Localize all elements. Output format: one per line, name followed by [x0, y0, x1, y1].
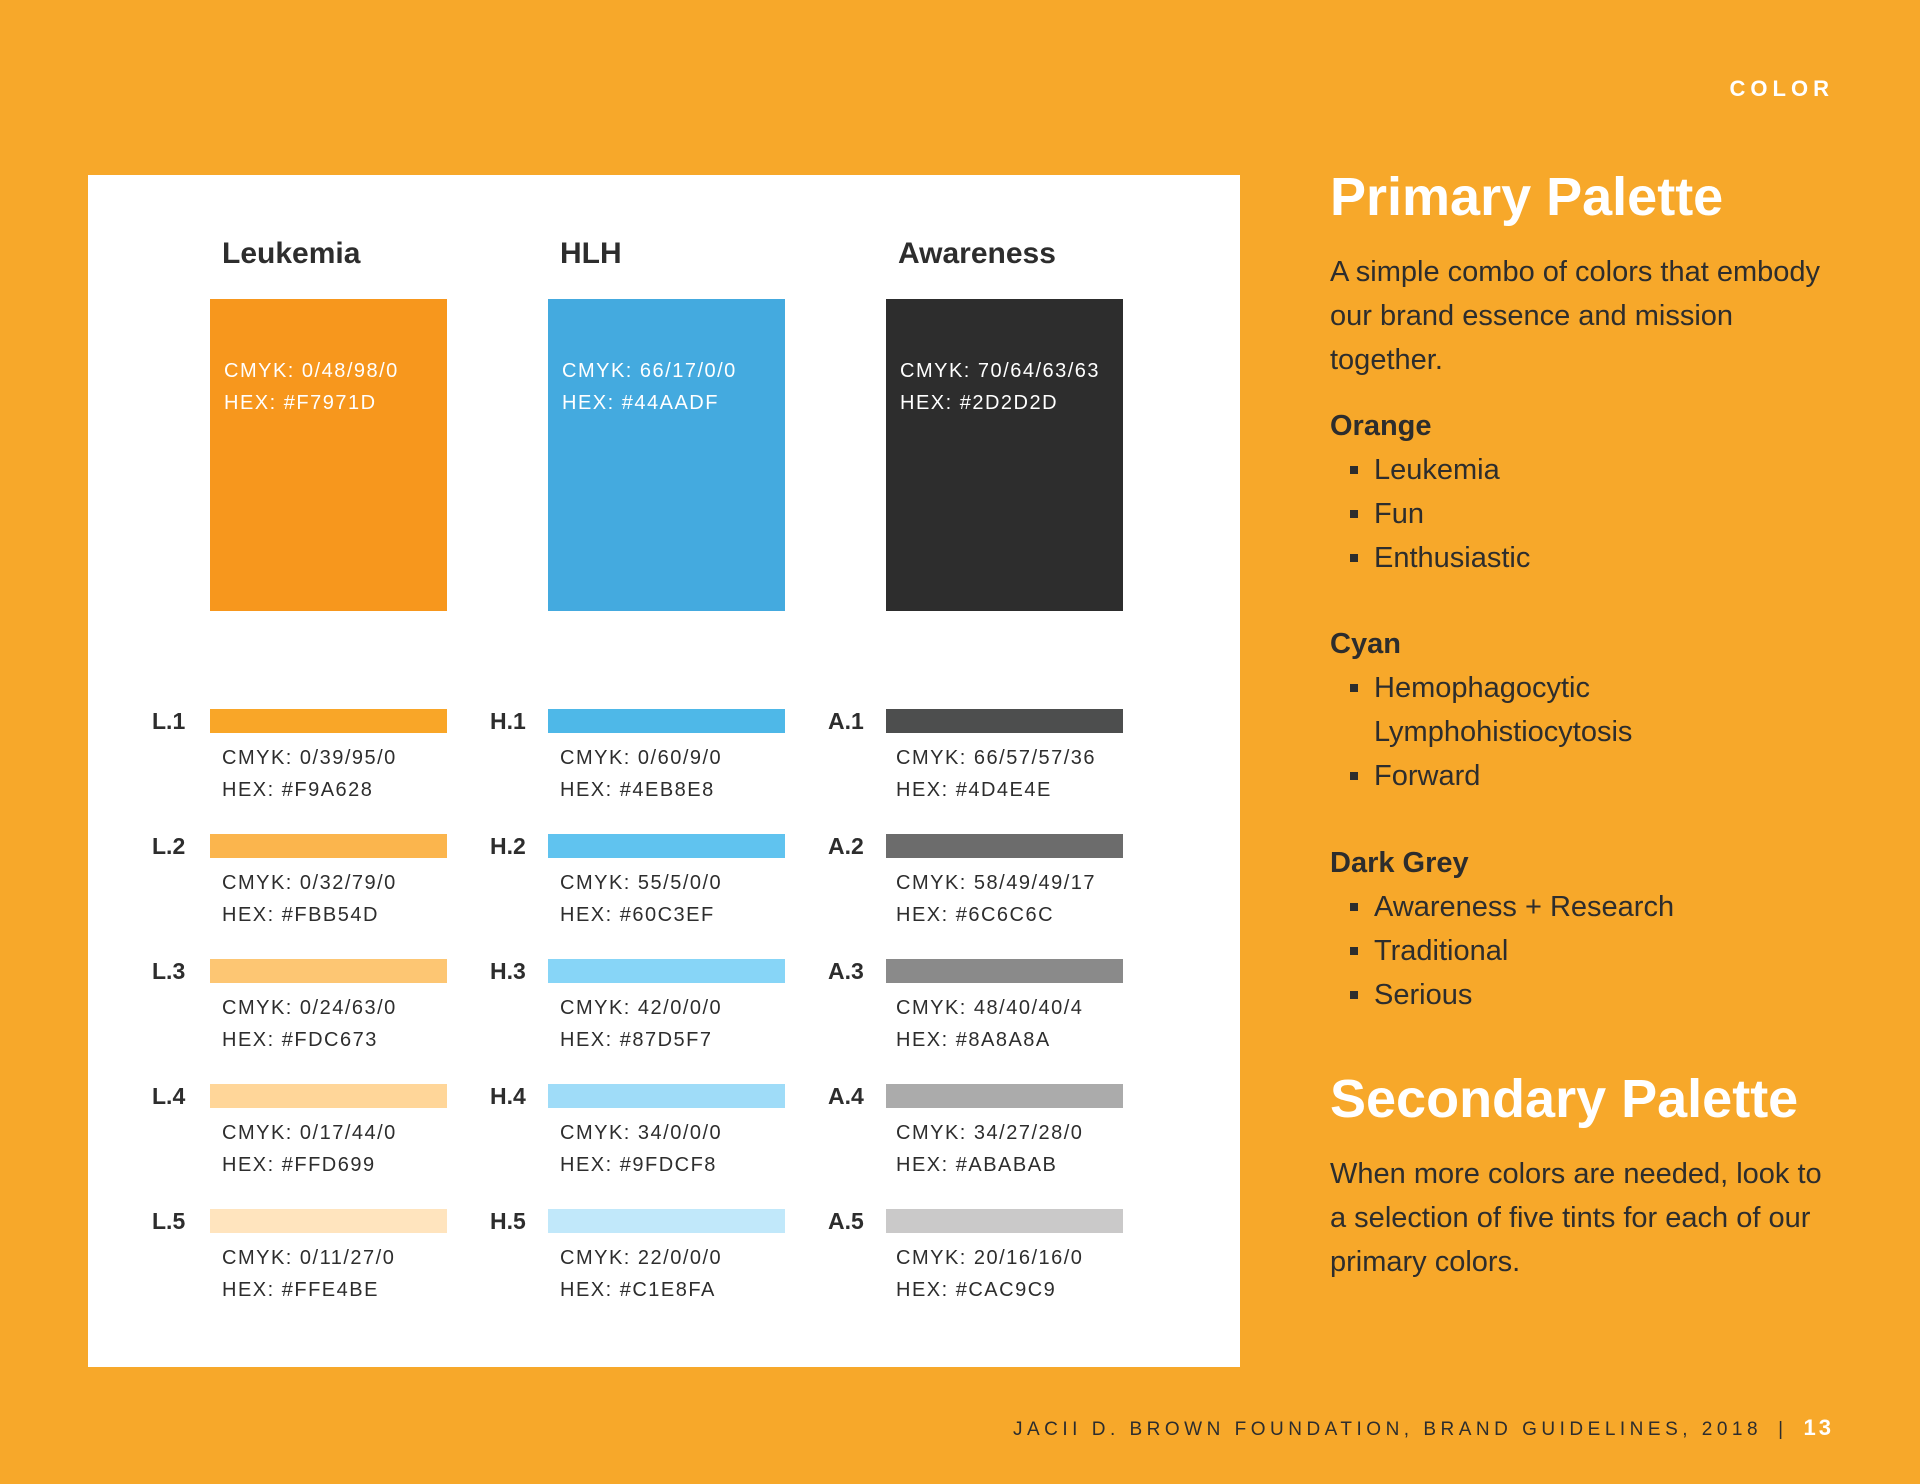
column-title-hlh: HLH — [560, 237, 622, 270]
tint-bar — [210, 1084, 447, 1108]
tint-bar — [548, 834, 785, 858]
page-footer — [1013, 1415, 1834, 1441]
tint-values: CMYK: 48/40/40/4 HEX: #8A8A8A — [896, 997, 1084, 1051]
tint-code: L.4 — [152, 1083, 186, 1109]
secondary-palette-heading: Secondary Palette — [1330, 1069, 1799, 1129]
list-item: Serious — [1350, 973, 1674, 1017]
tint-values: CMYK: 55/5/0/0 HEX: #60C3EF — [560, 872, 723, 926]
tint-code: L.3 — [152, 958, 186, 984]
tint-bar — [886, 1084, 1123, 1108]
tint-code: H.4 — [490, 1083, 526, 1109]
swatch-hex: HEX: #44AADF — [562, 392, 719, 414]
tint-values: CMYK: 34/0/0/0 HEX: #9FDCF8 — [560, 1122, 723, 1176]
tint-bar — [210, 959, 447, 983]
tint-code: A.1 — [828, 708, 864, 734]
tint-bar — [886, 959, 1123, 983]
tint-bar — [886, 834, 1123, 858]
tint-code: L.2 — [152, 833, 186, 859]
swatch-hex: HEX: #F7971D — [224, 392, 377, 414]
swatch-cmyk: CMYK: 66/17/0/0 — [562, 360, 737, 382]
tint-values: CMYK: 34/27/28/0 HEX: #ABABAB — [896, 1122, 1084, 1176]
tint-values: CMYK: 22/0/0/0 HEX: #C1E8FA — [560, 1247, 723, 1301]
swatch-cmyk: CMYK: 70/64/63/63 — [900, 360, 1101, 382]
swatch-hlh — [548, 299, 785, 611]
list-item: Fun — [1350, 492, 1530, 536]
column-title-awareness: Awareness — [898, 237, 1056, 270]
tint-values: CMYK: 0/60/9/0 HEX: #4EB8E8 — [560, 747, 723, 801]
list-item: Traditional — [1350, 929, 1674, 973]
tint-values: CMYK: 58/49/49/17 HEX: #6C6C6C — [896, 872, 1097, 926]
tint-code: A.2 — [828, 833, 864, 859]
tint-code: A.4 — [828, 1083, 864, 1109]
tint-values: CMYK: 0/24/63/0 HEX: #FDC673 — [222, 997, 397, 1051]
tint-code: L.1 — [152, 708, 186, 734]
list-item: Awareness + Research — [1350, 885, 1674, 929]
tint-bar — [210, 1209, 447, 1233]
list-item: Forward — [1350, 754, 1770, 798]
tint-bar — [548, 959, 785, 983]
group-title-dark-grey: Dark Grey — [1330, 847, 1469, 879]
tint-bar — [210, 834, 447, 858]
tint-bar — [886, 709, 1123, 733]
tint-values: CMYK: 0/39/95/0 HEX: #F9A628 — [222, 747, 397, 801]
tint-values: CMYK: 66/57/57/36 HEX: #4D4E4E — [896, 747, 1097, 801]
tint-values: CMYK: 0/32/79/0 HEX: #FBB54D — [222, 872, 397, 926]
tint-bar — [210, 709, 447, 733]
list-item: Enthusiastic — [1350, 536, 1530, 580]
tint-values: CMYK: 0/17/44/0 HEX: #FFD699 — [222, 1122, 397, 1176]
primary-palette-intro: A simple combo of colors that embody our brand essence and mission together. — [1330, 256, 1821, 376]
tint-values: CMYK: 42/0/0/0 HEX: #87D5F7 — [560, 997, 723, 1051]
swatch-leukemia — [210, 299, 447, 611]
tint-code: A.5 — [828, 1208, 864, 1234]
swatch-hex: HEX: #2D2D2D — [900, 392, 1059, 414]
tint-bar — [548, 709, 785, 733]
tint-code: L.5 — [152, 1208, 186, 1234]
swatch-awareness — [886, 299, 1123, 611]
group-title-cyan: Cyan — [1330, 628, 1401, 660]
tint-code: H.2 — [490, 833, 526, 859]
column-title-leukemia: Leukemia — [222, 237, 361, 270]
swatch-cmyk: CMYK: 0/48/98/0 — [224, 360, 399, 382]
group-list-cyan — [1350, 666, 1770, 798]
secondary-palette-intro: When more colors are needed, look to a selection of five tints for each of our primary colors. — [1330, 1158, 1822, 1278]
tint-code: H.3 — [490, 958, 526, 984]
tint-code: A.3 — [828, 958, 864, 984]
section-tag: COLOR — [1729, 76, 1834, 101]
group-list-orange — [1350, 448, 1530, 580]
tint-bar — [548, 1209, 785, 1233]
tint-bar — [886, 1209, 1123, 1233]
tint-code: H.5 — [490, 1208, 526, 1234]
group-list-dark-grey — [1350, 885, 1674, 1017]
footer-text: JACII D. BROWN FOUNDATION, BRAND GUIDELINES, 2018 — [1013, 1419, 1763, 1440]
tint-values: CMYK: 20/16/16/0 HEX: #CAC9C9 — [896, 1247, 1084, 1301]
primary-palette-heading: Primary Palette — [1330, 167, 1724, 227]
tint-code: H.1 — [490, 708, 526, 734]
footer-separator: | — [1778, 1419, 1788, 1440]
group-title-orange: Orange — [1330, 410, 1432, 442]
page-number: 13 — [1803, 1415, 1834, 1440]
tint-bar — [548, 1084, 785, 1108]
tint-values: CMYK: 0/11/27/0 HEX: #FFE4BE — [222, 1247, 396, 1301]
color-panel — [88, 175, 1240, 1367]
list-item: Hemophagocytic Lymphohistiocytosis — [1350, 666, 1770, 754]
list-item: Leukemia — [1350, 448, 1530, 492]
